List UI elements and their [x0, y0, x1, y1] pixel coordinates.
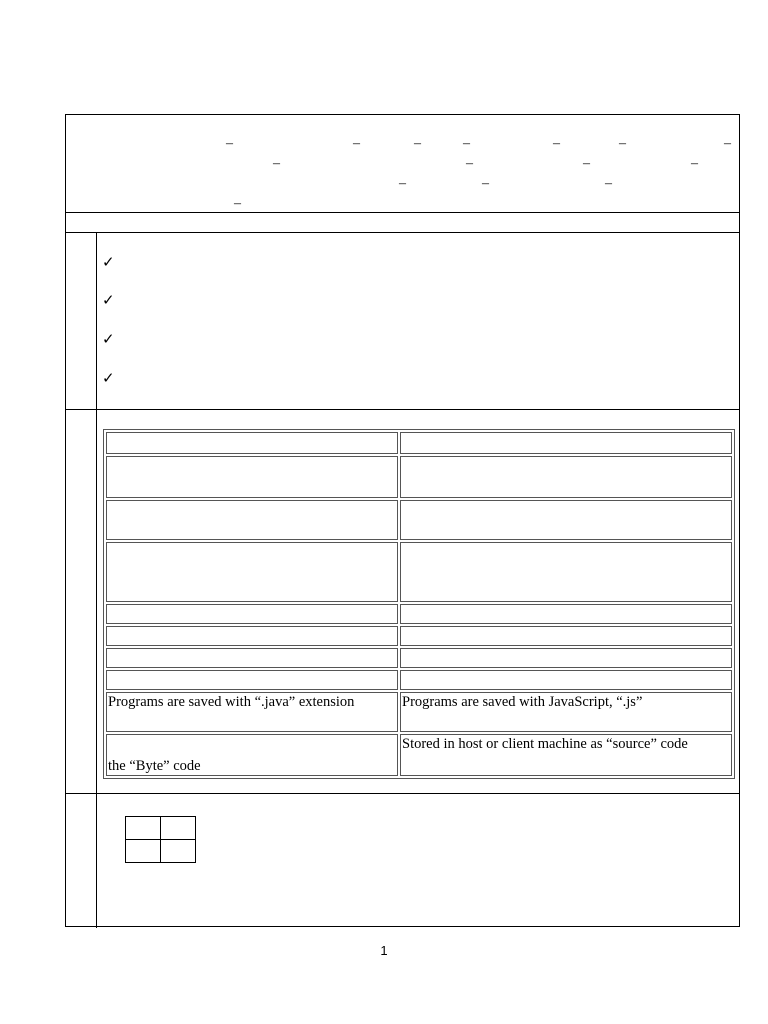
table-row [106, 648, 732, 668]
table-cell [106, 456, 398, 498]
page-number: 1 [380, 943, 388, 958]
grid-cell [161, 840, 196, 863]
grid-cell [126, 840, 161, 863]
table-row [106, 626, 732, 646]
section-divider [66, 212, 739, 213]
header-mark: – [619, 136, 626, 151]
header-mark: – [273, 156, 280, 171]
table-row [106, 670, 732, 690]
header-mark: – [605, 176, 612, 191]
check-icon: ✓ [102, 371, 115, 387]
table-cell [400, 432, 732, 454]
header-mark: – [234, 196, 241, 211]
header-mark: – [583, 156, 590, 171]
check-icon: ✓ [102, 332, 115, 348]
table-cell [106, 626, 398, 646]
table-cell [400, 648, 732, 668]
grid-cell [161, 817, 196, 840]
table-row [106, 692, 732, 732]
table-cell [106, 604, 398, 624]
table-cell [400, 542, 732, 602]
table-row [106, 604, 732, 624]
table-cell [106, 542, 398, 602]
table-row [106, 500, 732, 540]
header-mark: – [724, 136, 731, 151]
table-cell: the “Byte” code [106, 734, 398, 776]
table-row [106, 734, 732, 776]
table-cell: Programs are saved with “.java” extension [106, 692, 398, 732]
table-cell: Programs are saved with JavaScript, “.js” [400, 692, 732, 732]
table-cell [400, 456, 732, 498]
small-grid [125, 816, 196, 863]
table-cell [106, 500, 398, 540]
table-row [106, 456, 732, 498]
check-icon: ✓ [102, 293, 115, 309]
table-cell [400, 500, 732, 540]
header-mark: – [691, 156, 698, 171]
header-mark: – [353, 136, 360, 151]
header-mark: – [482, 176, 489, 191]
table-cell [400, 626, 732, 646]
header-mark: – [399, 176, 406, 191]
section-divider [66, 232, 739, 233]
comparison-table [103, 429, 735, 779]
table-cell [106, 648, 398, 668]
number-column-border [96, 232, 97, 928]
table-cell [106, 432, 398, 454]
check-icon: ✓ [102, 255, 115, 271]
header-mark: – [226, 136, 233, 151]
table-cell [400, 604, 732, 624]
header-mark: – [553, 136, 560, 151]
table-row [106, 432, 732, 454]
section-divider [66, 793, 739, 794]
table-cell [400, 670, 732, 690]
header-mark: – [463, 136, 470, 151]
table-row [106, 542, 732, 602]
header-mark: – [466, 156, 473, 171]
table-cell: Stored in host or client machine as “source” code [400, 734, 732, 776]
section-divider [66, 409, 739, 410]
table-cell [106, 670, 398, 690]
document-frame [65, 114, 740, 927]
header-mark: – [414, 136, 421, 151]
grid-cell [126, 817, 161, 840]
